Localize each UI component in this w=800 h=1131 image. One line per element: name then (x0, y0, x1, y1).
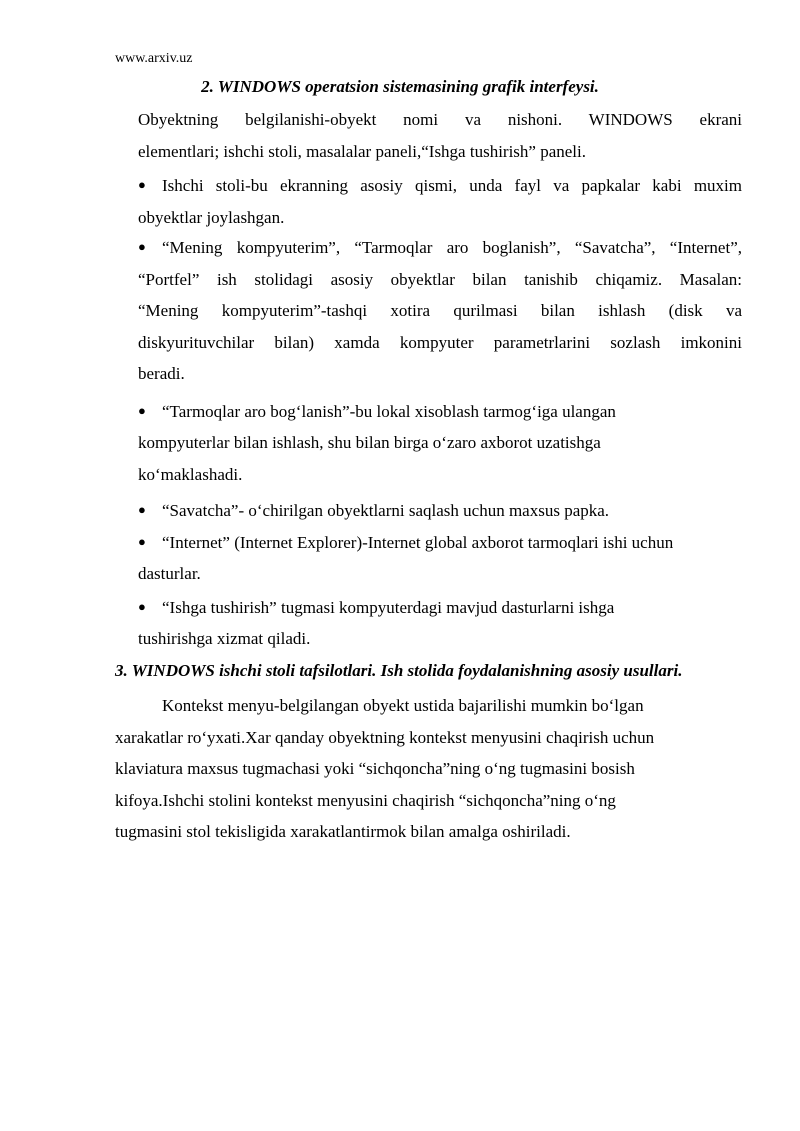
list-item-line: kompyuterlar bilan ishlash, shu bilan birga o‘zaro axborot uzatishga (138, 433, 601, 452)
section-3-heading: 3. WINDOWS ishchi stoli tafsilotlari. Ish stolida foydalanishning asosiy usullari. (115, 661, 683, 680)
list-item-line: dasturlar. (138, 564, 201, 583)
page-header-url: www.arxiv.uz (115, 51, 193, 66)
bullet-icon: ● (138, 599, 146, 614)
bullet-icon: ● (138, 534, 146, 549)
list-item (162, 592, 742, 624)
list-item-line: diskyurituvchilar bilan) xamda kompyuter parametrlarini sozlash imkonini (138, 332, 742, 352)
list-item-continuation (138, 558, 742, 590)
list-item-line: “Mening kompyuterim”, “Tarmoqlar aro boglanish”, “Savatcha”, “Internet”, (162, 238, 742, 257)
intro-paragraph (138, 104, 742, 167)
section-2-heading: 2. WINDOWS operatsion sistemasining grafik interfeysi. (201, 77, 599, 96)
list-item-line: ko‘maklashadi. (138, 464, 243, 484)
paragraph-line: kifoya.Ishchi stolini kontekst menyusini chaqirish “sichqoncha”ning o‘ng (115, 790, 616, 810)
bullet-icon: ● (138, 177, 146, 192)
list-item-line: “Internet” (Internet Explorer)-Internet global axborot tarmoqlari ishi uchun (162, 533, 674, 552)
list-item-line: “Portfel” ish stolidagi asosiy obyektlar bilan tanishib chiqamiz. Masalan: (138, 269, 742, 289)
intro-line: elementlari; ishchi stoli, masalalar paneli,“Ishga tushirish” paneli. (138, 141, 587, 161)
list-item (162, 495, 742, 527)
list-item-continuation (138, 427, 742, 490)
list-item (162, 396, 742, 428)
list-item-line: “Ishga tushirish” tugmasi kompyuterdagi mavjud dasturlarni ishga (162, 598, 615, 617)
list-item-line: Ishchi stoli-bu ekranning asosiy qismi, unda fayl va papkalar kabi muxim (162, 176, 742, 195)
list-item (138, 232, 742, 390)
section-3-paragraph (115, 690, 745, 848)
paragraph-line: klaviatura maxsus tugmachasi yoki “sichqoncha”ning o‘ng tugmasini bosish (115, 759, 635, 778)
bullet-icon: ● (138, 502, 146, 517)
list-item-continuation (138, 623, 742, 655)
list-item-line: tushirishga xizmat qiladi. (138, 629, 311, 648)
list-item-line: “Savatcha”- o‘chirilgan obyektlarni saqlash uchun maxsus papka. (162, 501, 610, 520)
list-item-line: obyektlar joylashgan. (138, 207, 285, 227)
list-item (162, 527, 742, 559)
paragraph-line: xarakatlar ro‘yxati.Xar qanday obyektning kontekst menyusini chaqirish uchun (115, 727, 655, 747)
intro-line: Obyektning belgilanishi-obyekt nomi va nishoni. WINDOWS ekrani (138, 110, 742, 129)
list-item (138, 170, 742, 233)
bullet-icon: ● (138, 403, 146, 418)
paragraph-line: Kontekst menyu-belgilangan obyekt ustida bajarilishi mumkin bo‘lgan (162, 696, 644, 715)
bullet-icon: ● (138, 239, 146, 254)
list-item-line: beradi. (138, 364, 185, 383)
list-item-line: “Tarmoqlar aro bog‘lanish”-bu lokal xisoblash tarmog‘iga ulangan (162, 402, 616, 421)
paragraph-line: tugmasini stol tekisligida xarakatlantirmok bilan amalga oshiriladi. (115, 822, 571, 841)
list-item-line: “Mening kompyuterim”-tashqi xotira qurilmasi bilan ishlash (disk va (138, 301, 742, 320)
